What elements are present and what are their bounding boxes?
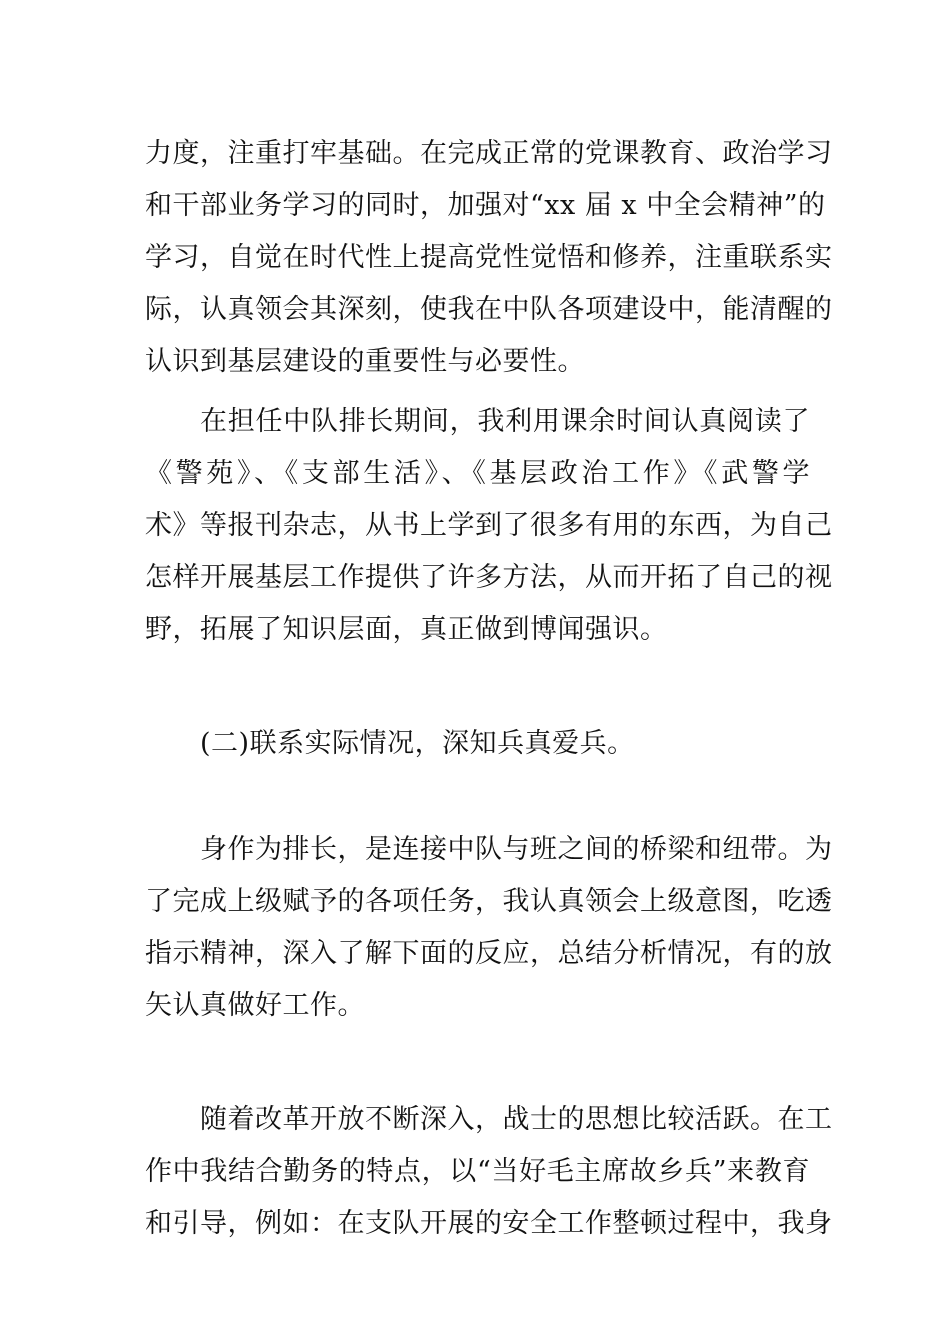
paragraph-line: 随着改革开放不断深入，战士的思想比较活跃。在工 — [200, 1104, 833, 1135]
paragraph-line: 际，认真领会其深刻，使我在中队各项建设中，能清醒的 — [145, 294, 833, 325]
paragraph-3 — [145, 824, 833, 1032]
paragraph-line: 在担任中队排长期间，我利用课余时间认真阅读了 — [200, 406, 810, 437]
paragraph-line: 学习，自觉在时代性上提高党性觉悟和修养，注重联系实 — [145, 242, 833, 273]
paragraph-line: 术》等报刊杂志，从书上学到了很多有用的东西，为自己 — [145, 510, 833, 541]
paragraph-line: 和干部业务学习的同时，加强对“xx 届 x 中全会精神”的 — [145, 190, 826, 221]
paragraph-line: 指示精神，深入了解下面的反应，总结分析情况，有的放 — [145, 938, 833, 969]
paragraph-line: 身作为排长，是连接中队与班之间的桥梁和纽带。为 — [200, 834, 833, 865]
paragraph-4 — [145, 1094, 833, 1250]
paragraph-2 — [145, 396, 833, 656]
section-heading-line: (二)联系实际情况，深知兵真爱兵。 — [200, 728, 635, 759]
paragraph-line: 作中我结合勤务的特点，以“当好毛主席故乡兵”来教育 — [145, 1156, 810, 1187]
paragraph-line: 怎样开展基层工作提供了许多方法，从而开拓了自己的视 — [145, 562, 833, 593]
paragraph-line: 矢认真做好工作。 — [145, 990, 365, 1021]
paragraph-line: 野，拓展了知识层面，真正做到博闻强识。 — [145, 614, 668, 645]
paragraph-line: 认识到基层建设的重要性与必要性。 — [145, 346, 585, 377]
paragraph-line: 和引导，例如：在支队开展的安全工作整顿过程中，我身 — [145, 1208, 833, 1239]
paragraph-1 — [145, 128, 833, 388]
paragraph-line: 了完成上级赋予的各项任务，我认真领会上级意图，吃透 — [145, 886, 833, 917]
paragraph-line: 《警苑》、《支部生活》、《基层政治工作》《武警学 — [145, 458, 810, 489]
paragraph-line: 力度，注重打牢基础。在完成正常的党课教育、政治学习 — [145, 138, 833, 169]
section-heading — [145, 718, 810, 770]
